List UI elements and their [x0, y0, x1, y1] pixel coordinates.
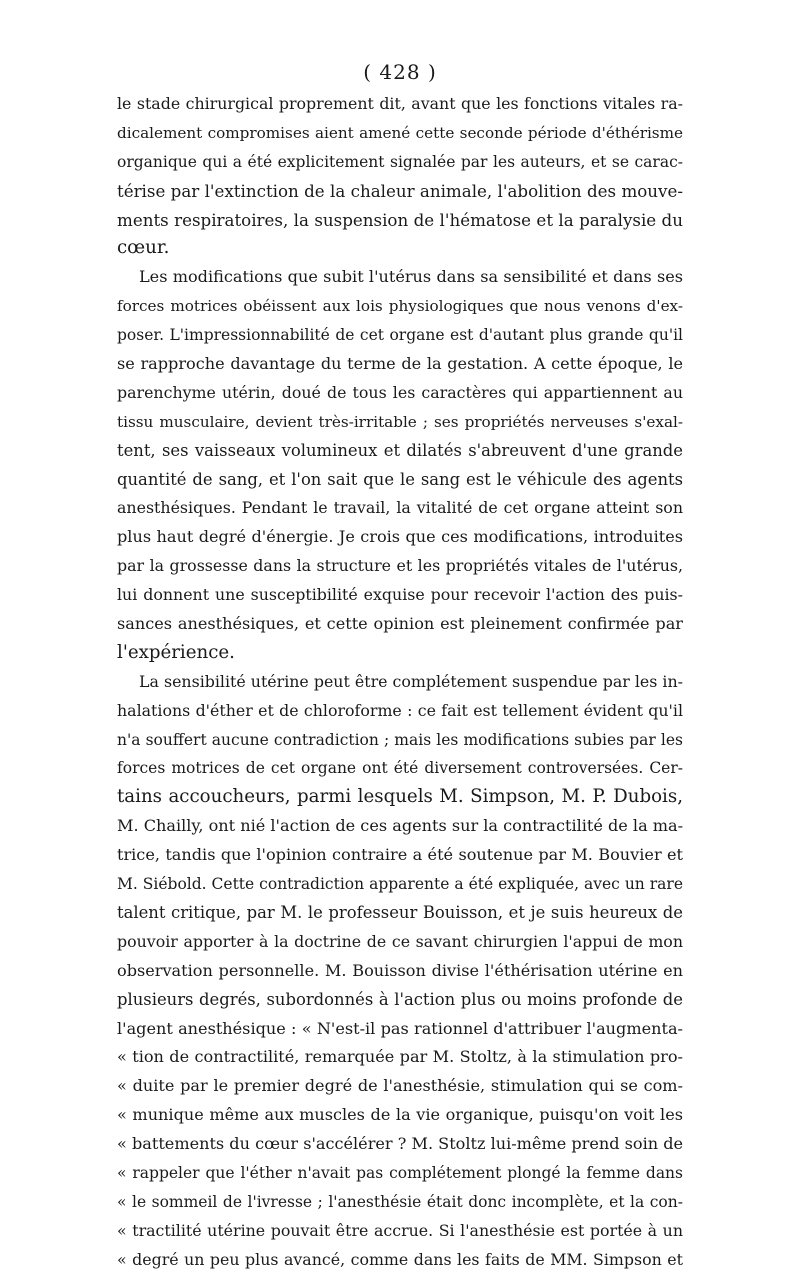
text-line: tains accoucheurs, parmi lesquels M. Simpson, M. P. Dubois,	[117, 786, 683, 808]
text-line: ments respiratoires, la suspension de l'hématose et la paralysie du	[117, 209, 683, 230]
text-line: « rappeler que l'éther n'avait pas complétement plongé la femme dans	[117, 1163, 683, 1182]
text-line: « tion de contractilité, remarquée par M. Stoltz, à la stimulation pro-	[117, 1047, 683, 1067]
text-line: forces motrices obéissent aux lois physiologiques que nous venons d'ex-	[117, 297, 683, 316]
text-line: lui donnent une susceptibilité exquise pour recevoir l'action des puis-	[117, 585, 683, 605]
text-line: l'expérience.	[117, 641, 235, 663]
text-line: n'a souffert aucune contradiction ; mais les modifications subies par les	[117, 730, 683, 749]
text-line: « munique même aux muscles de la vie organique, puisqu'on voit les	[117, 1105, 683, 1125]
text-line: quantité de sang, et l'on sait que le sang est le véhicule des agents	[117, 469, 683, 489]
text-line: « tractilité utérine pouvait être accrue. Si l'anesthésie est portée à un	[117, 1220, 683, 1240]
text-line: M. Siébold. Cette contradiction apparente a été expliquée, avec un rare	[117, 875, 683, 894]
text-line: tent, ses vaisseaux volumineux et dilatés s'abreuvent d'une grande	[117, 440, 683, 460]
text-line: plusieurs degrés, subordonnés à l'action plus ou moins profonde de	[117, 989, 683, 1009]
text-line: parenchyme utérin, doué de tous les caractères qui appartiennent au	[117, 382, 683, 402]
text-line: pouvoir apporter à la doctrine de ce savant chirurgien l'appui de mon	[117, 931, 683, 951]
page-number: ( 428 )	[363, 60, 437, 84]
text-line: térise par l'extinction de la chaleur animale, l'abolition des mouve-	[117, 180, 683, 201]
text-line: plus haut degré d'énergie. Je crois que ces modifications, introduites	[117, 527, 683, 547]
text-line: anesthésiques. Pendant le travail, la vitalité de cet organe atteint son	[117, 498, 683, 518]
body-text	[117, 90, 683, 1275]
text-line: talent critique, par M. le professeur Bouisson, et je suis heureux de	[117, 902, 683, 922]
text-line: observation personnelle. M. Bouisson divise l'éthérisation utérine en	[117, 960, 683, 980]
text-line: par la grossesse dans la structure et les propriétés vitales de l'utérus,	[117, 556, 683, 576]
text-line: La sensibilité utérine peut être complétement suspendue par les in-	[139, 671, 683, 691]
text-line: M. Chailly, ont nié l'action de ces agents sur la contractilité de la ma-	[117, 816, 684, 836]
text-line: dicalement compromises aient amené cette seconde période d'éthérisme	[117, 123, 683, 142]
text-line: « le sommeil de l'ivresse ; l'anesthésie était donc incomplète, et la con-	[117, 1192, 683, 1211]
text-line: « duite par le premier degré de l'anesthésie, stimulation qui se com-	[117, 1076, 683, 1096]
text-line: Les modifications que subit l'utérus dans sa sensibilité et dans ses	[139, 267, 683, 287]
text-line: trice, tandis que l'opinion contraire a été soutenue par M. Bouvier et	[117, 845, 683, 865]
text-line: forces motrices de cet organe ont été diversement controversées. Cer-	[117, 759, 683, 778]
text-line: tissu musculaire, devient très-irritable ; ses propriétés nerveuses s'exal-	[117, 412, 683, 431]
text-line: l'agent anesthésique : « N'est-il pas rationnel d'attribuer l'augmenta-	[117, 1018, 683, 1038]
text-line: sances anesthésiques, et cette opinion est pleinement confirmée par	[117, 614, 683, 634]
text-line: « battements du cœur s'accélérer ? M. Stoltz lui-même prend soin de	[117, 1134, 684, 1154]
text-line: cœur.	[117, 237, 170, 259]
text-line: se rapproche davantage du terme de la gestation. A cette époque, le	[117, 354, 683, 374]
text-line: poser. L'impressionnabilité de cet organe est d'autant plus grande qu'il	[117, 326, 683, 345]
text-line: le stade chirurgical proprement dit, avant que les fonctions vitales ra-	[117, 94, 683, 113]
text-line: « degré un peu plus avancé, comme dans les faits de MM. Simpson et	[117, 1249, 683, 1269]
text-line: halations d'éther et de chloroforme : ce fait est tellement évident qu'il	[117, 700, 683, 720]
text-line: organique qui a été explicitement signalée par les auteurs, et se carac-	[117, 152, 683, 171]
